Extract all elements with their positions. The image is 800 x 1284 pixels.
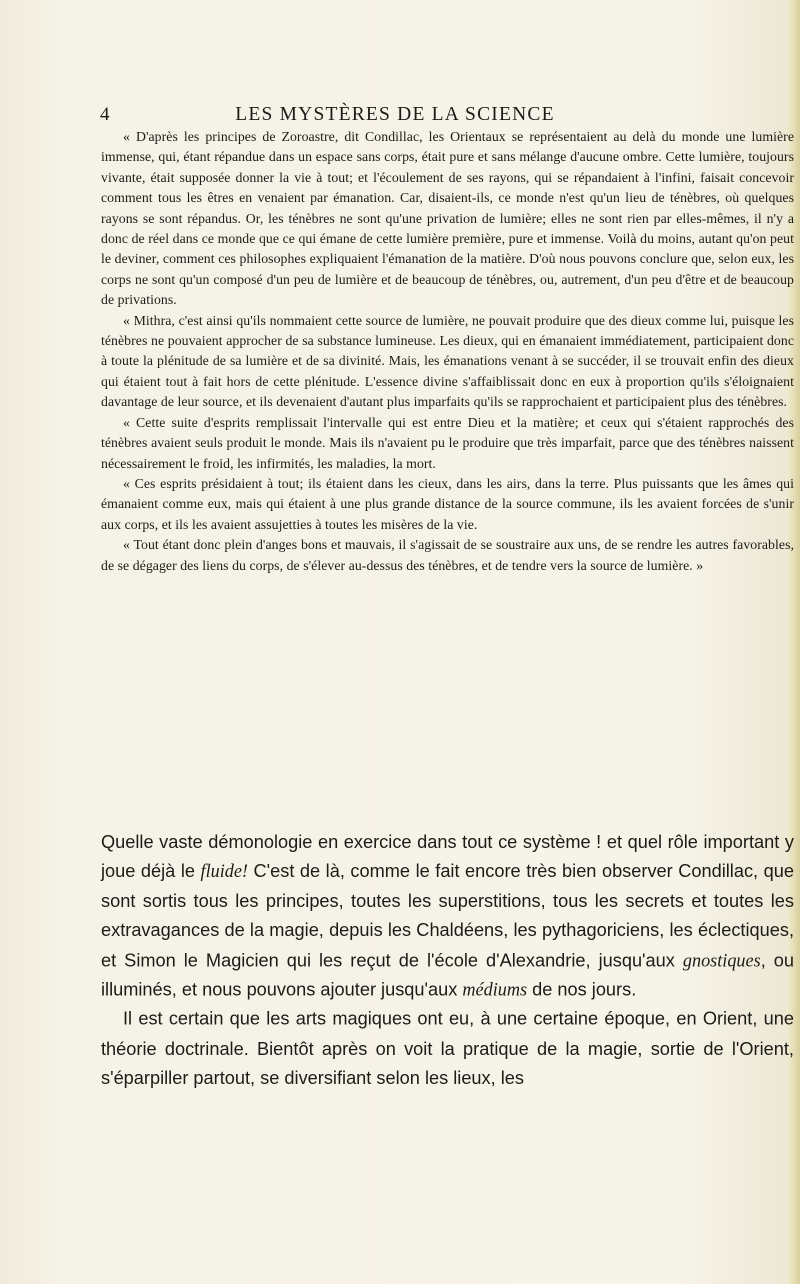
main-text (101, 827, 794, 1093)
body-paragraph (101, 827, 794, 1004)
quote-paragraph: « Tout étant donc plein d'anges bons et mauvais, il s'agissait de se soustraire aux uns, de se rendre les autres favorables, de se dégager des liens du corps, de s'élever au-dessus des ténèbres, et de tendre vers la source de lumière. » (101, 537, 794, 573)
page-number: 4 (100, 104, 110, 125)
quote-paragraph: « Mithra, c'est ainsi qu'ils nommaient cette source de lumière, ne pouvait produire que des dieux comme lui, puisque les ténèbres ne pouvaient approcher de sa substance lumineuse. Les dieux, qui en émanaient immédiatement, participaient donc à toute la plénitude de sa lumière et de sa divinité. Mais, les émanations venant à se succéder, il se trouvait enfin des dieux qui étaient tout à fait hors de cette plénitude. L'essence divine s'affaiblissait donc en eux à proportion qu'ils s'éloignaient davantage de leur source, et ils devenaient d'autant plus imparfaits qu'ils se rapprochaient et participaient plus des ténèbres. (101, 312, 794, 410)
italic-term: gnostiques (682, 949, 761, 971)
text-run: C'est de là, comme le fait encore très bien observer Condillac, que sont sortis tous les principes, toutes les superstitions, tous les secrets et toutes les extravagances de la magie, depuis les Chaldéens, les pythagoriciens, les éclectiques, et Simon le Magicien qui les reçut de l'école d'Alexandrie, jusqu'aux (101, 860, 794, 971)
text-run: , ou illuminés, et nous pouvons ajouter jusqu'aux (101, 949, 794, 1000)
quote-paragraph: « Cette suite d'esprits remplissait l'intervalle qui est entre Dieu et la matière; et ceux qui s'étaient rapprochés des ténèbres avaient seuls produit le monde. Mais ils n'avaient pu le produire que très imparfait, parce que des ténèbres naissent nécessairement le froid, les infirmités, les maladies, la mort. (101, 414, 794, 471)
body-paragraph: Il est certain que les arts magiques ont eu, à une certaine époque, en Orient, une théorie doctrinale. Bientôt après on voit la pratique de la magie, sortie de l'Orient, s'éparpiller partout, se diversifiant selon les lieux, les (101, 1008, 794, 1089)
italic-term: fluide! (200, 860, 248, 882)
running-title: LES MYSTÈRES DE LA SCIENCE (235, 104, 555, 125)
quoted-passage (101, 127, 794, 576)
text-run: de nos jours. (527, 978, 637, 1000)
italic-term: médiums (462, 978, 528, 1000)
quote-paragraph: « D'après les principes de Zoroastre, dit Condillac, les Orientaux se représentaient au delà du monde une lumière immense, qui, étant répandue dans un espace sans corps, était pure et sans mélange d'aucune ombre. Cette lumière, toujours vivante, était supposée donner la vie à tout; et l'écoulement de ses rayons, qui se répandaient à l'infini, faisait concevoir comment tous les êtres en venaient par émanation. Car, disaient-ils, ce monde n'est qu'un lieu de ténèbres, où quelques rayons se sont répandus. Or, les ténèbres ne sont qu'une privation de lumière; elles ne sont rien par elles-mêmes, il n'y a donc de réel dans ce monde que ce qui émane de cette lumière première, pure et immense. Voilà du moins, autant qu'on peut le deviner, comment ces philosophes expliquaient l'émanation de la matière. D'où nous pouvons conclure que, selon eux, les corps ne sont qu'un composé d'un peu de lumière et de beaucoup de ténèbres, ou, autrement, d'un peu d'être et de beaucoup de privations. (101, 129, 794, 308)
quote-paragraph: « Ces esprits présidaient à tout; ils étaient dans les cieux, dans les airs, dans la terre. Plus puissants que les âmes qui émanaient comme eux, mais qui étaient à une plus grande distance de la source commune, ils les avaient forcées de s'unir aux corps, et ils les avaient assujetties à toutes les misères de la vie. (101, 475, 794, 532)
text-run: Quelle vaste démonologie en exercice dans tout ce système ! et quel rôle important y joue déjà le (101, 831, 794, 882)
